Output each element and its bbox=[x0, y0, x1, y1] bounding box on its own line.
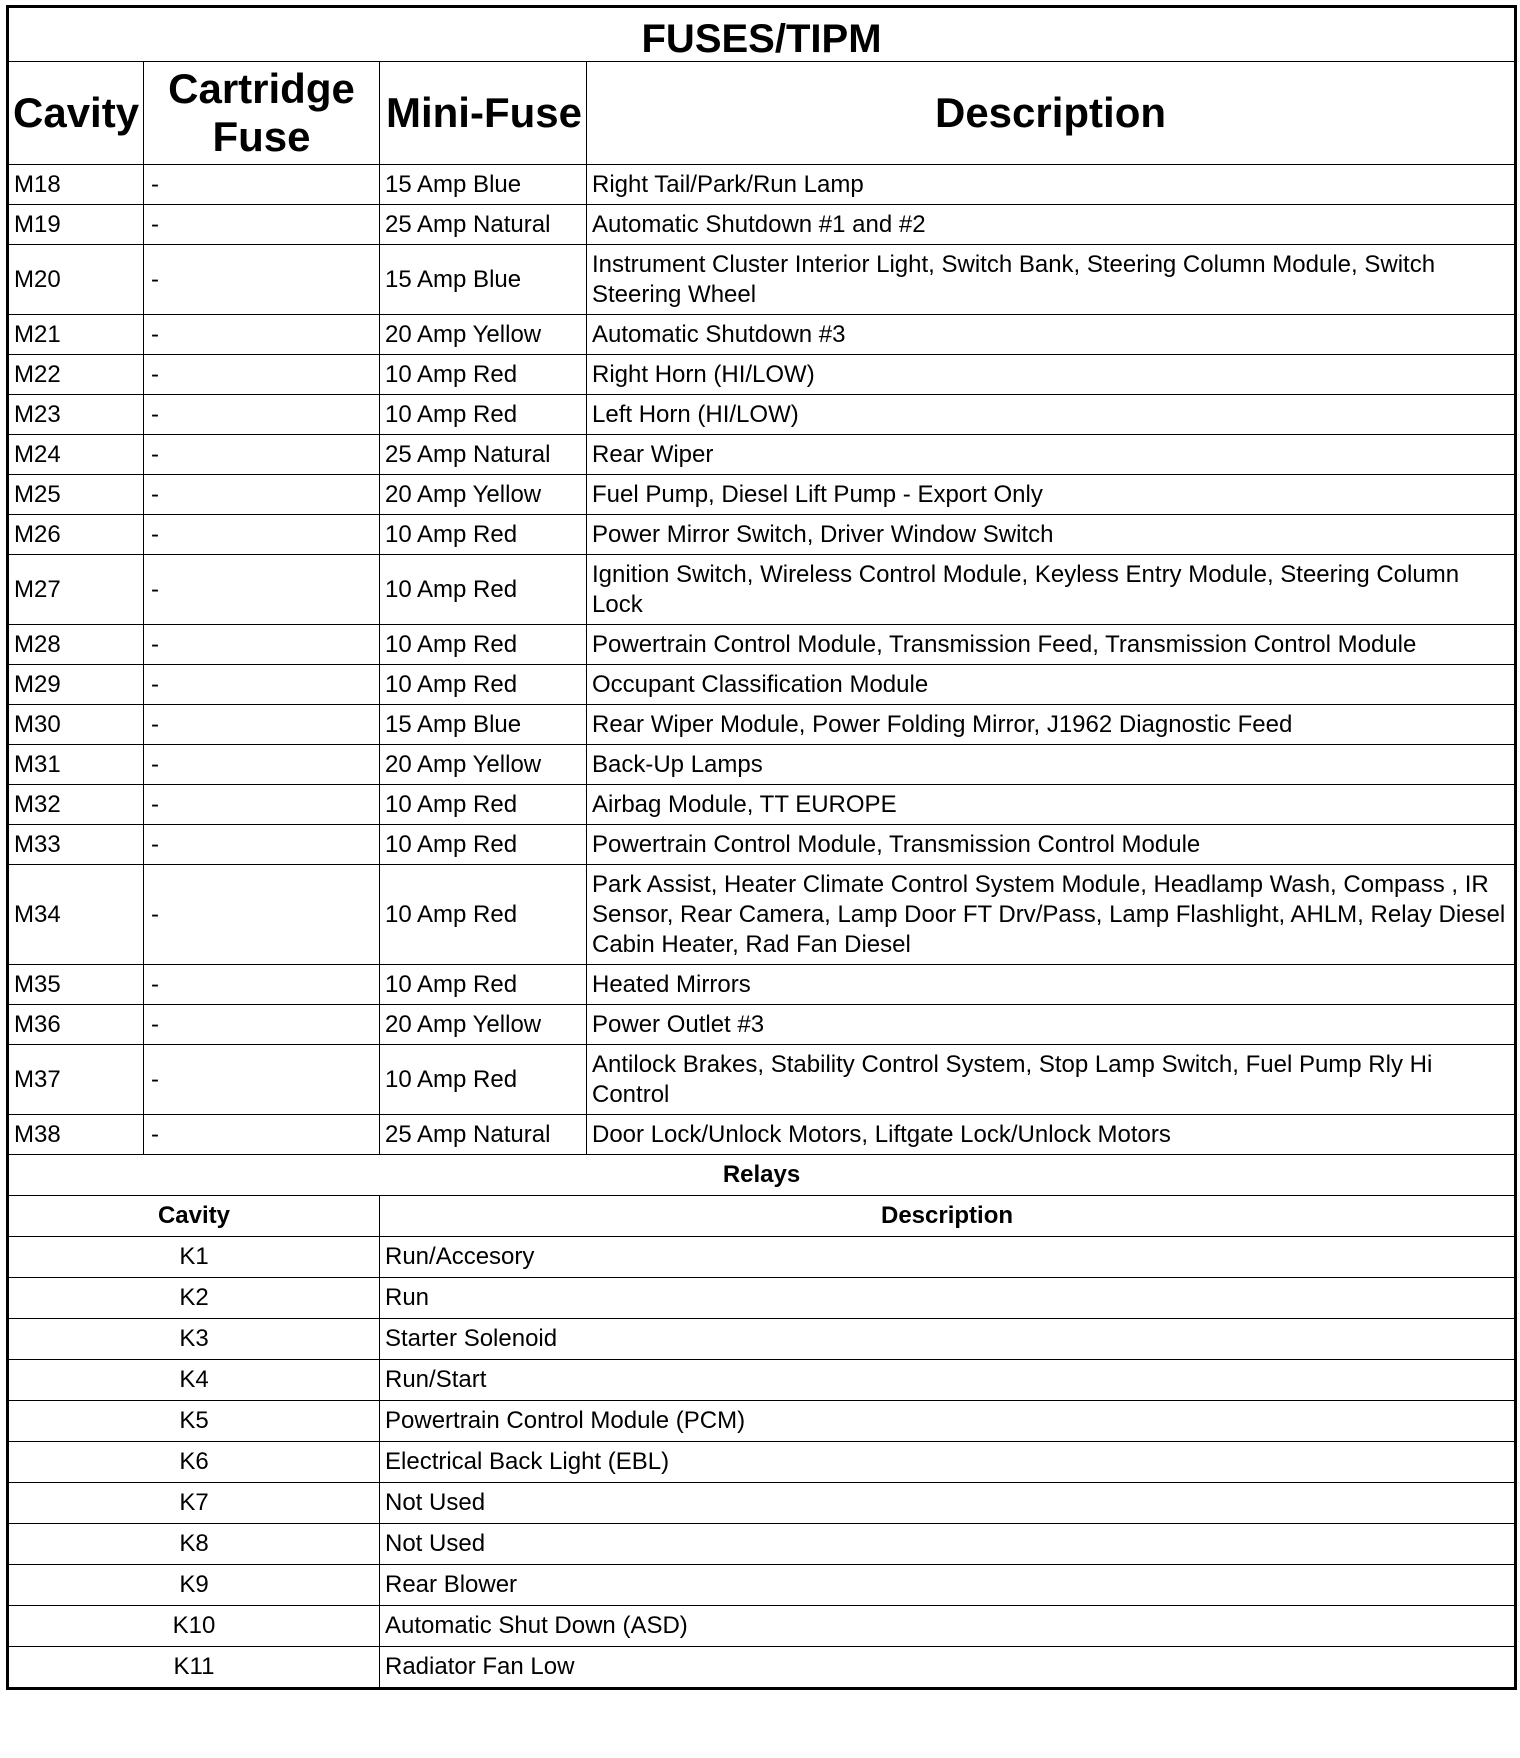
relay-description: Starter Solenoid bbox=[380, 1319, 1516, 1360]
fuse-cavity: M23 bbox=[8, 395, 144, 435]
fuse-description: Right Tail/Park/Run Lamp bbox=[587, 165, 1516, 205]
fuse-description: Powertrain Control Module, Transmission Control Module bbox=[587, 825, 1516, 865]
table-row bbox=[8, 1005, 1516, 1045]
fuse-mini: 20 Amp Yellow bbox=[380, 315, 587, 355]
fuse-cartridge: - bbox=[144, 705, 380, 745]
table-row bbox=[8, 245, 1516, 315]
fuse-cartridge: - bbox=[144, 435, 380, 475]
title-row bbox=[8, 7, 1516, 62]
relay-cavity: K8 bbox=[8, 1524, 380, 1565]
fuse-cavity: M30 bbox=[8, 705, 144, 745]
table-row bbox=[8, 625, 1516, 665]
fuse-description: Automatic Shutdown #1 and #2 bbox=[587, 205, 1516, 245]
relay-description: Run/Start bbox=[380, 1360, 1516, 1401]
table-row bbox=[8, 1237, 1516, 1278]
fuse-description: Left Horn (HI/LOW) bbox=[587, 395, 1516, 435]
table-row bbox=[8, 355, 1516, 395]
table-row bbox=[8, 1483, 1516, 1524]
fuse-cartridge: - bbox=[144, 1045, 380, 1115]
fuse-cavity: M27 bbox=[8, 555, 144, 625]
fuse-cartridge: - bbox=[144, 965, 380, 1005]
table-row bbox=[8, 1647, 1516, 1689]
fuse-mini: 15 Amp Blue bbox=[380, 165, 587, 205]
table-row bbox=[8, 1278, 1516, 1319]
relay-description: Rear Blower bbox=[380, 1565, 1516, 1606]
fuse-mini: 10 Amp Red bbox=[380, 555, 587, 625]
fuse-cavity: M19 bbox=[8, 205, 144, 245]
table-row bbox=[8, 785, 1516, 825]
table-row bbox=[8, 1115, 1516, 1155]
fuse-cartridge: - bbox=[144, 825, 380, 865]
table-row bbox=[8, 475, 1516, 515]
fuse-description: Rear Wiper Module, Power Folding Mirror, J1962 Diagnostic Feed bbox=[587, 705, 1516, 745]
fuse-description: Automatic Shutdown #3 bbox=[587, 315, 1516, 355]
fuse-mini: 10 Amp Red bbox=[380, 865, 587, 965]
fuse-cavity: M34 bbox=[8, 865, 144, 965]
relay-description: Powertrain Control Module (PCM) bbox=[380, 1401, 1516, 1442]
fuse-cartridge: - bbox=[144, 245, 380, 315]
relay-description: Not Used bbox=[380, 1483, 1516, 1524]
fuse-description: Right Horn (HI/LOW) bbox=[587, 355, 1516, 395]
relay-description: Run bbox=[380, 1278, 1516, 1319]
fuse-cartridge: - bbox=[144, 625, 380, 665]
fuse-description: Back-Up Lamps bbox=[587, 745, 1516, 785]
fuse-description: Door Lock/Unlock Motors, Liftgate Lock/Unlock Motors bbox=[587, 1115, 1516, 1155]
relay-cavity: K4 bbox=[8, 1360, 380, 1401]
relay-description: Electrical Back Light (EBL) bbox=[380, 1442, 1516, 1483]
fuse-mini: 25 Amp Natural bbox=[380, 1115, 587, 1155]
fuse-cavity: M29 bbox=[8, 665, 144, 705]
fuse-mini: 10 Amp Red bbox=[380, 785, 587, 825]
fuse-cavity: M21 bbox=[8, 315, 144, 355]
fuse-cavity: M38 bbox=[8, 1115, 144, 1155]
relays-title: Relays bbox=[8, 1155, 1516, 1196]
fuse-cavity: M18 bbox=[8, 165, 144, 205]
fuse-description: Rear Wiper bbox=[587, 435, 1516, 475]
relay-description: Not Used bbox=[380, 1524, 1516, 1565]
table-row bbox=[8, 1442, 1516, 1483]
table-row bbox=[8, 1401, 1516, 1442]
fuse-cavity: M31 bbox=[8, 745, 144, 785]
fuse-mini: 10 Amp Red bbox=[380, 355, 587, 395]
fuse-mini: 25 Amp Natural bbox=[380, 205, 587, 245]
fuse-description: Airbag Module, TT EUROPE bbox=[587, 785, 1516, 825]
fuse-cartridge: - bbox=[144, 515, 380, 555]
relay-cavity: K6 bbox=[8, 1442, 380, 1483]
header-description: Description bbox=[587, 62, 1516, 165]
relay-cavity: K9 bbox=[8, 1565, 380, 1606]
page-title: FUSES/TIPM bbox=[8, 7, 1516, 62]
fuse-mini: 10 Amp Red bbox=[380, 965, 587, 1005]
fuse-cavity: M35 bbox=[8, 965, 144, 1005]
relay-cavity: K5 bbox=[8, 1401, 380, 1442]
fuse-cavity: M22 bbox=[8, 355, 144, 395]
header-mini-fuse: Mini-Fuse bbox=[380, 62, 587, 165]
fuse-mini: 10 Amp Red bbox=[380, 665, 587, 705]
relay-cavity: K3 bbox=[8, 1319, 380, 1360]
table-row bbox=[8, 965, 1516, 1005]
relays-section-row bbox=[8, 1155, 1516, 1196]
fuse-relay-table bbox=[6, 5, 1517, 1690]
fuse-cavity: M25 bbox=[8, 475, 144, 515]
table-row bbox=[8, 435, 1516, 475]
fuse-cartridge: - bbox=[144, 395, 380, 435]
fuse-cartridge: - bbox=[144, 785, 380, 825]
fuse-description: Power Outlet #3 bbox=[587, 1005, 1516, 1045]
relay-header-cavity: Cavity bbox=[8, 1196, 380, 1237]
fuse-cavity: M33 bbox=[8, 825, 144, 865]
table-row bbox=[8, 315, 1516, 355]
table-row bbox=[8, 555, 1516, 625]
fuse-mini: 20 Amp Yellow bbox=[380, 745, 587, 785]
fuse-mini: 25 Amp Natural bbox=[380, 435, 587, 475]
relay-description: Radiator Fan Low bbox=[380, 1647, 1516, 1689]
fuse-cartridge: - bbox=[144, 555, 380, 625]
table-row bbox=[8, 1524, 1516, 1565]
table-row bbox=[8, 705, 1516, 745]
table-row bbox=[8, 1319, 1516, 1360]
table-row bbox=[8, 665, 1516, 705]
fuse-cartridge: - bbox=[144, 745, 380, 785]
table-row bbox=[8, 865, 1516, 965]
header-cavity: Cavity bbox=[8, 62, 144, 165]
fuse-description: Fuel Pump, Diesel Lift Pump - Export Only bbox=[587, 475, 1516, 515]
fuse-cartridge: - bbox=[144, 165, 380, 205]
relay-description: Automatic Shut Down (ASD) bbox=[380, 1606, 1516, 1647]
fuse-cavity: M26 bbox=[8, 515, 144, 555]
relay-cavity: K1 bbox=[8, 1237, 380, 1278]
fuse-cavity: M36 bbox=[8, 1005, 144, 1045]
relay-description: Run/Accesory bbox=[380, 1237, 1516, 1278]
fuse-cartridge: - bbox=[144, 1005, 380, 1045]
fuse-description: Powertrain Control Module, Transmission Feed, Transmission Control Module bbox=[587, 625, 1516, 665]
fuse-mini: 10 Amp Red bbox=[380, 395, 587, 435]
relay-cavity: K2 bbox=[8, 1278, 380, 1319]
fuse-cartridge: - bbox=[144, 205, 380, 245]
fuse-description: Power Mirror Switch, Driver Window Switch bbox=[587, 515, 1516, 555]
fuse-cartridge: - bbox=[144, 475, 380, 515]
relay-cavity: K10 bbox=[8, 1606, 380, 1647]
fuse-cavity: M24 bbox=[8, 435, 144, 475]
table-row bbox=[8, 515, 1516, 555]
table-row bbox=[8, 1565, 1516, 1606]
table-row bbox=[8, 745, 1516, 785]
fuse-cartridge: - bbox=[144, 865, 380, 965]
fuses-tipm-document bbox=[6, 5, 1514, 1690]
fuse-description: Heated Mirrors bbox=[587, 965, 1516, 1005]
fuse-description: Instrument Cluster Interior Light, Switch Bank, Steering Column Module, Switch Steering Wheel bbox=[587, 245, 1516, 315]
fuse-description: Antilock Brakes, Stability Control System, Stop Lamp Switch, Fuel Pump Rly Hi Control bbox=[587, 1045, 1516, 1115]
table-row bbox=[8, 205, 1516, 245]
table-row bbox=[8, 1360, 1516, 1401]
fuse-mini: 15 Amp Blue bbox=[380, 245, 587, 315]
fuse-cartridge: - bbox=[144, 355, 380, 395]
table-row bbox=[8, 395, 1516, 435]
relay-cavity: K11 bbox=[8, 1647, 380, 1689]
fuse-mini: 20 Amp Yellow bbox=[380, 1005, 587, 1045]
fuse-mini: 10 Amp Red bbox=[380, 625, 587, 665]
fuse-description: Occupant Classification Module bbox=[587, 665, 1516, 705]
fuse-cavity: M28 bbox=[8, 625, 144, 665]
fuse-cartridge: - bbox=[144, 315, 380, 355]
fuse-cavity: M20 bbox=[8, 245, 144, 315]
fuse-mini: 10 Amp Red bbox=[380, 825, 587, 865]
fuse-cavity: M32 bbox=[8, 785, 144, 825]
fuse-cavity: M37 bbox=[8, 1045, 144, 1115]
fuse-mini: 10 Amp Red bbox=[380, 515, 587, 555]
relay-header-description: Description bbox=[380, 1196, 1516, 1237]
header-cartridge-fuse: Cartridge Fuse bbox=[144, 62, 380, 165]
fuse-header-row bbox=[8, 62, 1516, 165]
fuse-cartridge: - bbox=[144, 1115, 380, 1155]
table-row bbox=[8, 1045, 1516, 1115]
fuse-cartridge: - bbox=[144, 665, 380, 705]
relay-header-row bbox=[8, 1196, 1516, 1237]
table-row bbox=[8, 165, 1516, 205]
fuse-description: Park Assist, Heater Climate Control System Module, Headlamp Wash, Compass , IR Sensor, Rear Camera, Lamp Door FT Drv/Pass, Lamp Flashlight, AHLM, Relay Diesel Cabin Heater, Rad Fan Diesel bbox=[587, 865, 1516, 965]
fuse-mini: 10 Amp Red bbox=[380, 1045, 587, 1115]
table-row bbox=[8, 1606, 1516, 1647]
relay-cavity: K7 bbox=[8, 1483, 380, 1524]
fuse-mini: 15 Amp Blue bbox=[380, 705, 587, 745]
table-row bbox=[8, 825, 1516, 865]
fuse-mini: 20 Amp Yellow bbox=[380, 475, 587, 515]
fuse-description: Ignition Switch, Wireless Control Module, Keyless Entry Module, Steering Column Lock bbox=[587, 555, 1516, 625]
